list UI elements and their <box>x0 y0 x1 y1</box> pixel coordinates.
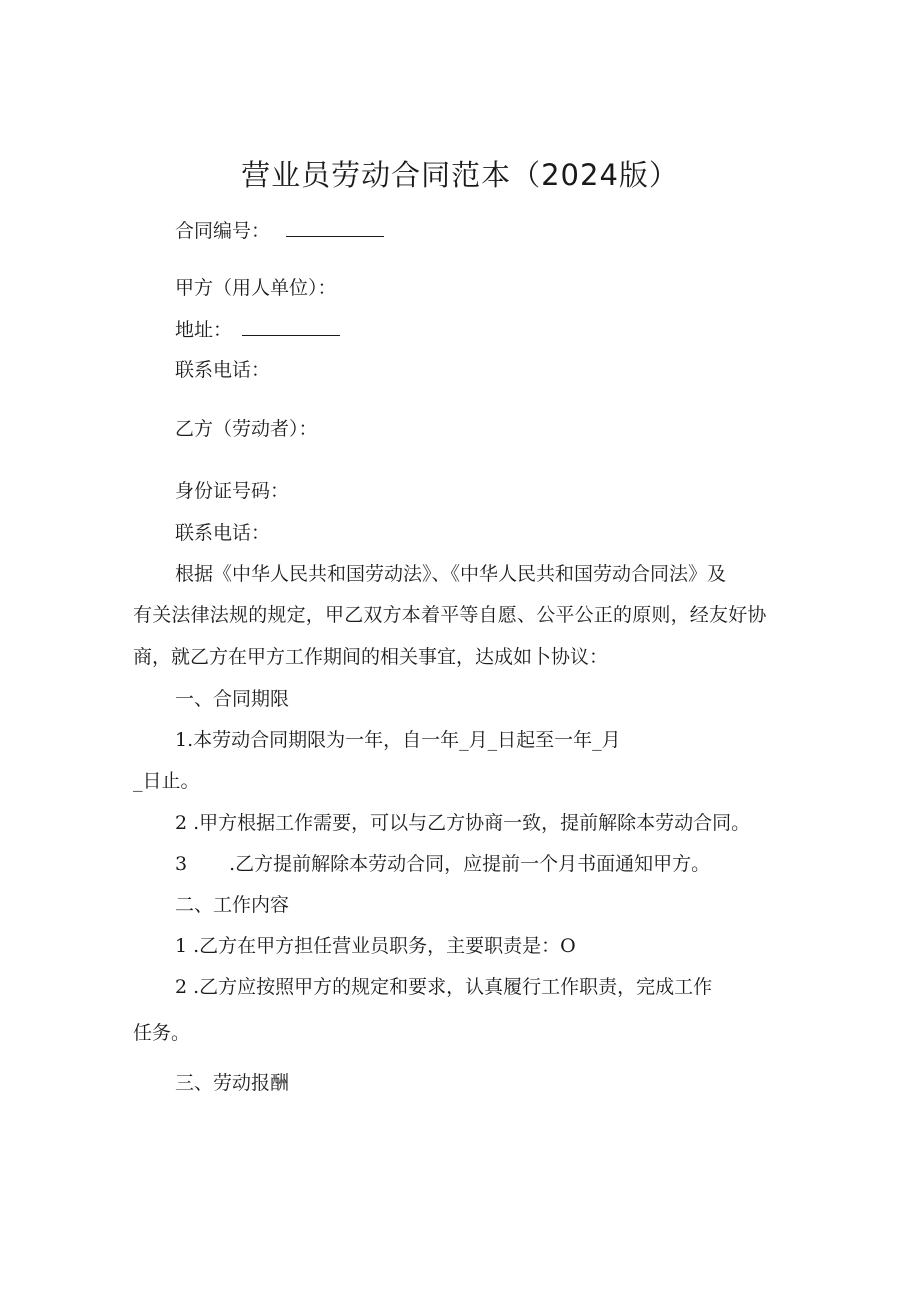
party-b-phone-label: 联系电话： <box>175 522 271 544</box>
section-2-item-2-line-2: 任务。 <box>133 1022 191 1044</box>
party-a-phone-label: 联系电话： <box>175 359 271 381</box>
preamble-line-2: 有关法律法规的规定，甲乙双方本着平等自愿、公平公正的原则，经友好协 <box>133 604 767 626</box>
section-1-item-3 <box>175 852 710 876</box>
section-2-heading: 二、工作内容 <box>175 894 290 916</box>
section-3-heading: 三、劳动报酬 <box>175 1072 290 1094</box>
contract-number-line <box>175 218 384 243</box>
address-blank <box>242 317 340 336</box>
section-1-item-3-text: .乙方提前解除本劳动合同，应提前一个月书面通知甲方。 <box>229 853 711 875</box>
address-line <box>175 317 340 342</box>
party-a-label: 甲方（用人单位）： <box>175 277 337 299</box>
contract-number-blank <box>286 218 384 237</box>
preamble-line-1: 根据《中华人民共和国劳动法》、《中华人民共和国劳动合同法》及 <box>175 563 727 585</box>
party-b-label: 乙方（劳动者）： <box>175 418 318 440</box>
section-2-item-2-line-1: 2 .乙方应按照甲方的规定和要求，认真履行工作职责，完成工作 <box>175 976 713 998</box>
section-1-item-2: 2 .甲方根据工作需要，可以与乙方协商一致，提前解除本劳动合同。 <box>175 812 751 834</box>
section-1-heading: 一、合同期限 <box>175 688 290 710</box>
id-number-label: 身份证号码： <box>175 480 290 502</box>
section-1-item-1-line-2: _日止。 <box>133 770 200 792</box>
section-1-item-3-number: 3 <box>175 853 188 875</box>
section-1-item-1-line-1: 1.本劳动合同期限为一年，自一年_月_日起至一年_月 <box>175 729 621 751</box>
preamble-line-3: 商，就乙方在甲方工作期间的相关事宜，达成如卜协议： <box>133 646 609 668</box>
section-2-item-1: 1 .乙方在甲方担任营业员职务，主要职责是：O <box>175 935 576 957</box>
contract-number-label: 合同编号： <box>175 220 271 242</box>
document-title: 营业员劳动合同范本（2024版） <box>241 158 679 192</box>
address-label: 地址： <box>175 319 233 341</box>
